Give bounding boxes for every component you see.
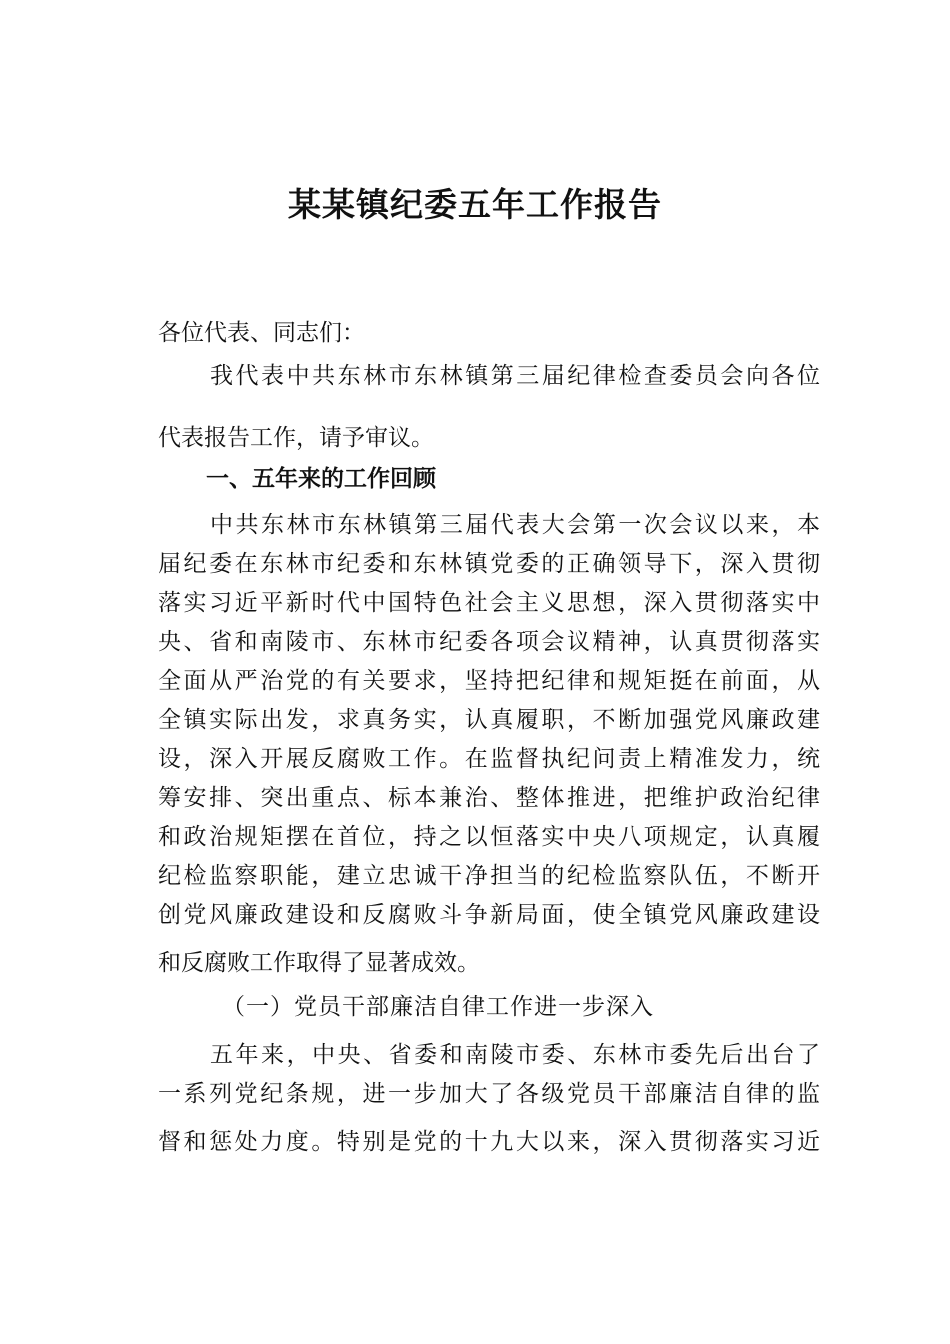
paragraph-line: 央、省和南陵市、东林市纪委各项会议精神，认真贯彻落实 [158,629,820,655]
paragraph-line: 和政治规矩摆在首位，持之以恒落实中央八项规定，认真履 [158,824,820,850]
paragraph-line: 中共东林市东林镇第三届代表大会第一次会议以来，本 [210,512,820,538]
paragraph-line: 纪检监察职能，建立忠诚干净担当的纪检监察队伍，不断开 [158,863,820,889]
paragraph-line: 一系列党纪条规，进一步加大了各级党员干部廉洁自律的监 [158,1081,820,1107]
paragraph-line: 全镇实际出发，求真务实，认真履职，不断加强党风廉政建 [158,707,820,733]
paragraph-line: 届纪委在东林市纪委和东林镇党委的正确领导下，深入贯彻 [158,551,820,577]
paragraph-line: 全面从严治党的有关要求，坚持把纪律和规矩挺在前面，从 [158,668,820,694]
paragraph-line: 五年来，中央、省委和南陵市委、东林市委先后出台了 [210,1042,820,1068]
paragraph-line: 设，深入开展反腐败工作。在监督执纪问责上精准发力，统 [158,746,820,772]
salutation: 各位代表、同志们： [158,320,365,346]
paragraph-line: 和反腐败工作取得了显著成效。 [158,950,480,976]
paragraph-line: 创党风廉政建设和反腐败斗争新局面，使全镇党风廉政建设 [158,902,820,928]
intro-line-1: 我代表中共东林市东林镇第三届纪律检查委员会向各位 [210,363,820,389]
paragraph-line: 落实习近平新时代中国特色社会主义思想，深入贯彻落实中 [158,590,820,616]
section-heading: 一、五年来的工作回顾 [206,466,436,492]
subsection-heading: （一）党员干部廉洁自律工作进一步深入 [222,994,654,1020]
paragraph-line: 筹安排、突出重点、标本兼治、整体推进，把维护政治纪律 [158,785,820,811]
intro-line-2: 代表报告工作，请予审议。 [158,425,434,451]
document-title: 某某镇纪委五年工作报告 [288,185,662,224]
paragraph-line: 督和惩处力度。特别是党的十九大以来，深入贯彻落实习近 [158,1129,820,1155]
